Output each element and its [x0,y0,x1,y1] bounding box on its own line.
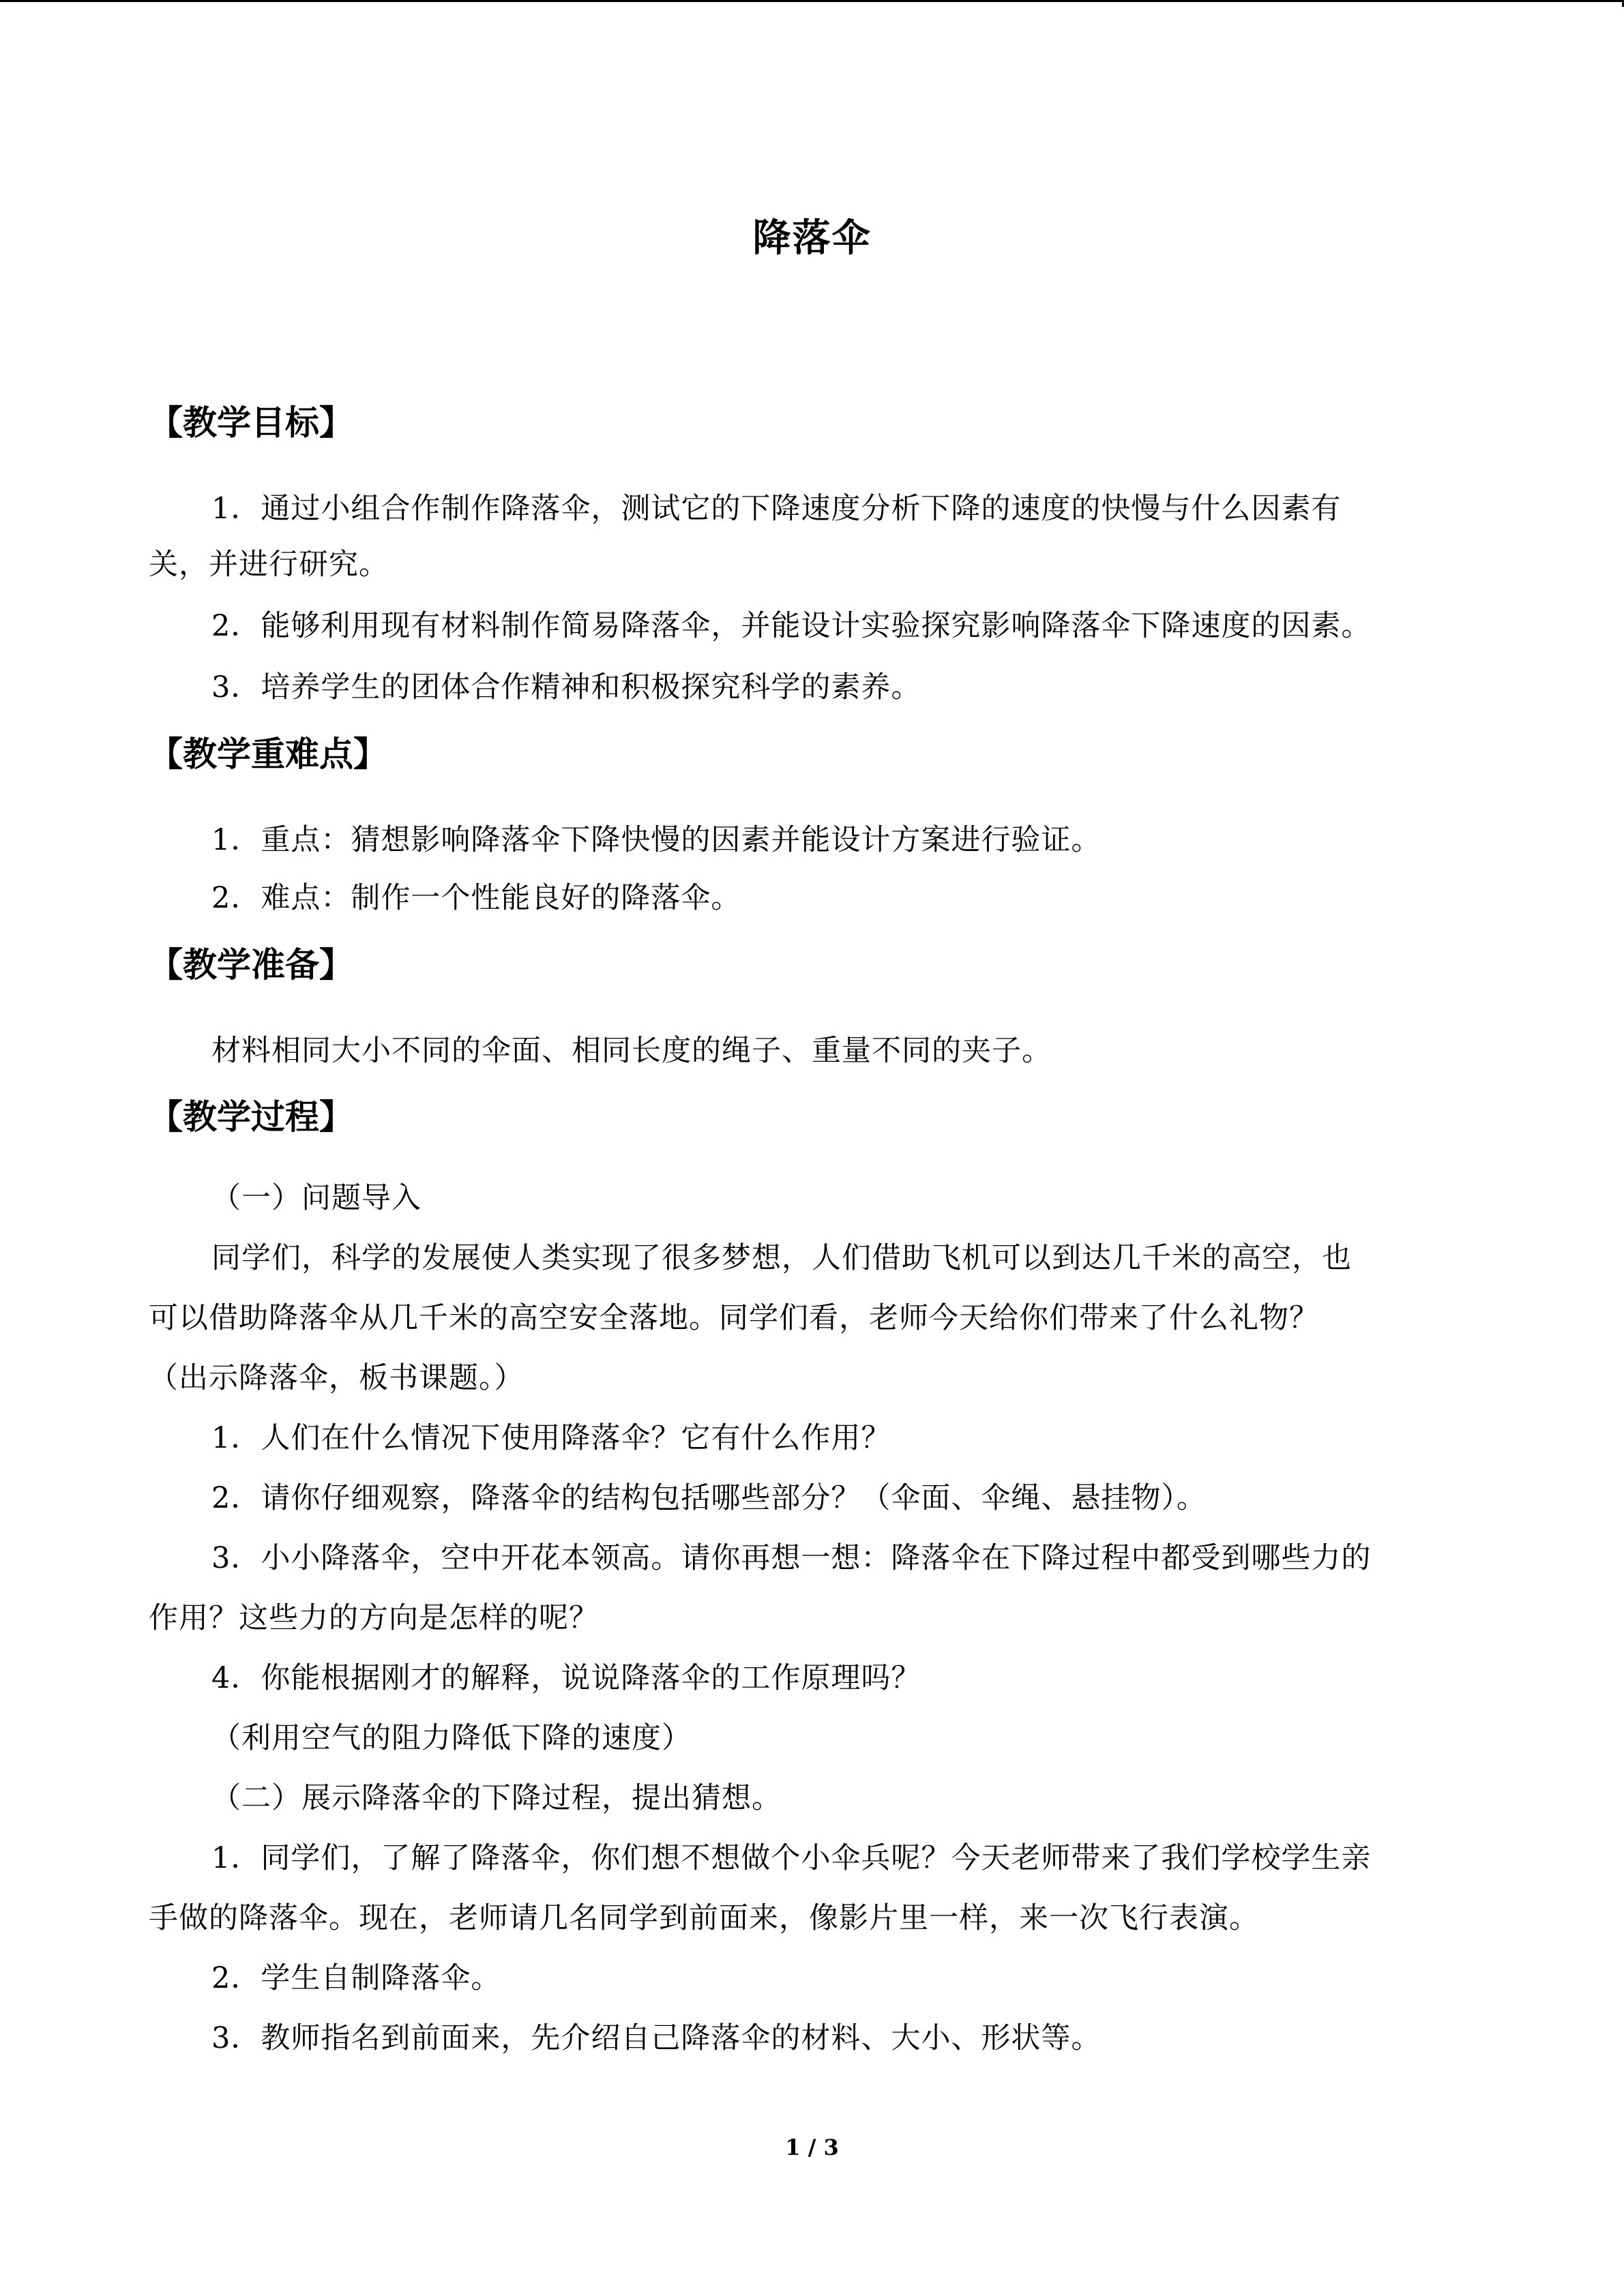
heading-key-points: 【教学重难点】 [149,734,387,774]
key-point-2: 2．难点：制作一个性能良好的降落伞。 [211,881,741,915]
process-line-12: 1．同学们，了解了降落伞，你们想不想做个小伞兵呢？今天老师带来了我们学校学生亲 [211,1841,1372,1875]
process-line-10: （利用空气的阻力降低下降的速度） [211,1721,692,1755]
process-line-1: （一）问题导入 [211,1181,422,1215]
process-line-2: 同学们，科学的发展使人类实现了很多梦想，人们借助飞机可以到达几千米的高空，也 [211,1241,1352,1275]
process-line-7: 3．小小降落伞，空中开花本领高。请你再想一想：降落伞在下降过程中都受到哪些力的 [211,1541,1372,1575]
page-number: 1 / 3 [785,2134,839,2160]
heading-preparation: 【教学准备】 [149,945,353,985]
top-border-rule [0,0,1624,2]
goals-item-2: 2．能够利用现有材料制作简易降落伞，并能设计实验探究影响降落伞下降速度的因素。 [211,609,1372,643]
key-point-1: 1．重点：猜想影响降落伞下降快慢的因素并能设计方案进行验证。 [211,823,1102,857]
process-line-8: 作用？这些力的方向是怎样的呢？ [149,1601,599,1635]
preparation-item-1: 材料相同大小不同的伞面、相同长度的绳子、重量不同的夹子。 [211,1034,1052,1068]
goals-item-1-line-2: 关，并进行研究。 [149,548,389,582]
process-line-3: 可以借助降落伞从几千米的高空安全落地。同学们看，老师今天给你们带来了什么礼物？ [149,1301,1319,1335]
heading-teaching-process: 【教学过程】 [149,1097,353,1137]
process-line-13: 手做的降落伞。现在，老师请几名同学到前面来，像影片里一样，来一次飞行表演。 [149,1901,1259,1935]
process-line-14: 2．学生自制降落伞。 [211,1961,501,1995]
document-title: 降落伞 [752,216,872,260]
process-line-15: 3．教师指名到前面来，先介绍自己降落伞的材料、大小、形状等。 [211,2021,1102,2055]
goals-item-3: 3．培养学生的团体合作精神和积极探究科学的素养。 [211,670,921,704]
process-line-9: 4．你能根据刚才的解释，说说降落伞的工作原理吗？ [211,1661,921,1695]
process-line-5: 1．人们在什么情况下使用降落伞？它有什么作用？ [211,1421,891,1455]
process-line-11: （二）展示降落伞的下降过程，提出猜想。 [211,1781,782,1815]
process-line-4: （出示降落伞，板书课题。） [149,1361,525,1395]
process-line-6: 2．请你仔细观察，降落伞的结构包括哪些部分？（伞面、伞绳、悬挂物）。 [211,1481,1207,1515]
goals-item-1-line-1: 1．通过小组合作制作降落伞，测试它的下降速度分析下降的速度的快慢与什么因素有 [211,492,1342,526]
heading-teaching-goals: 【教学目标】 [149,403,353,443]
